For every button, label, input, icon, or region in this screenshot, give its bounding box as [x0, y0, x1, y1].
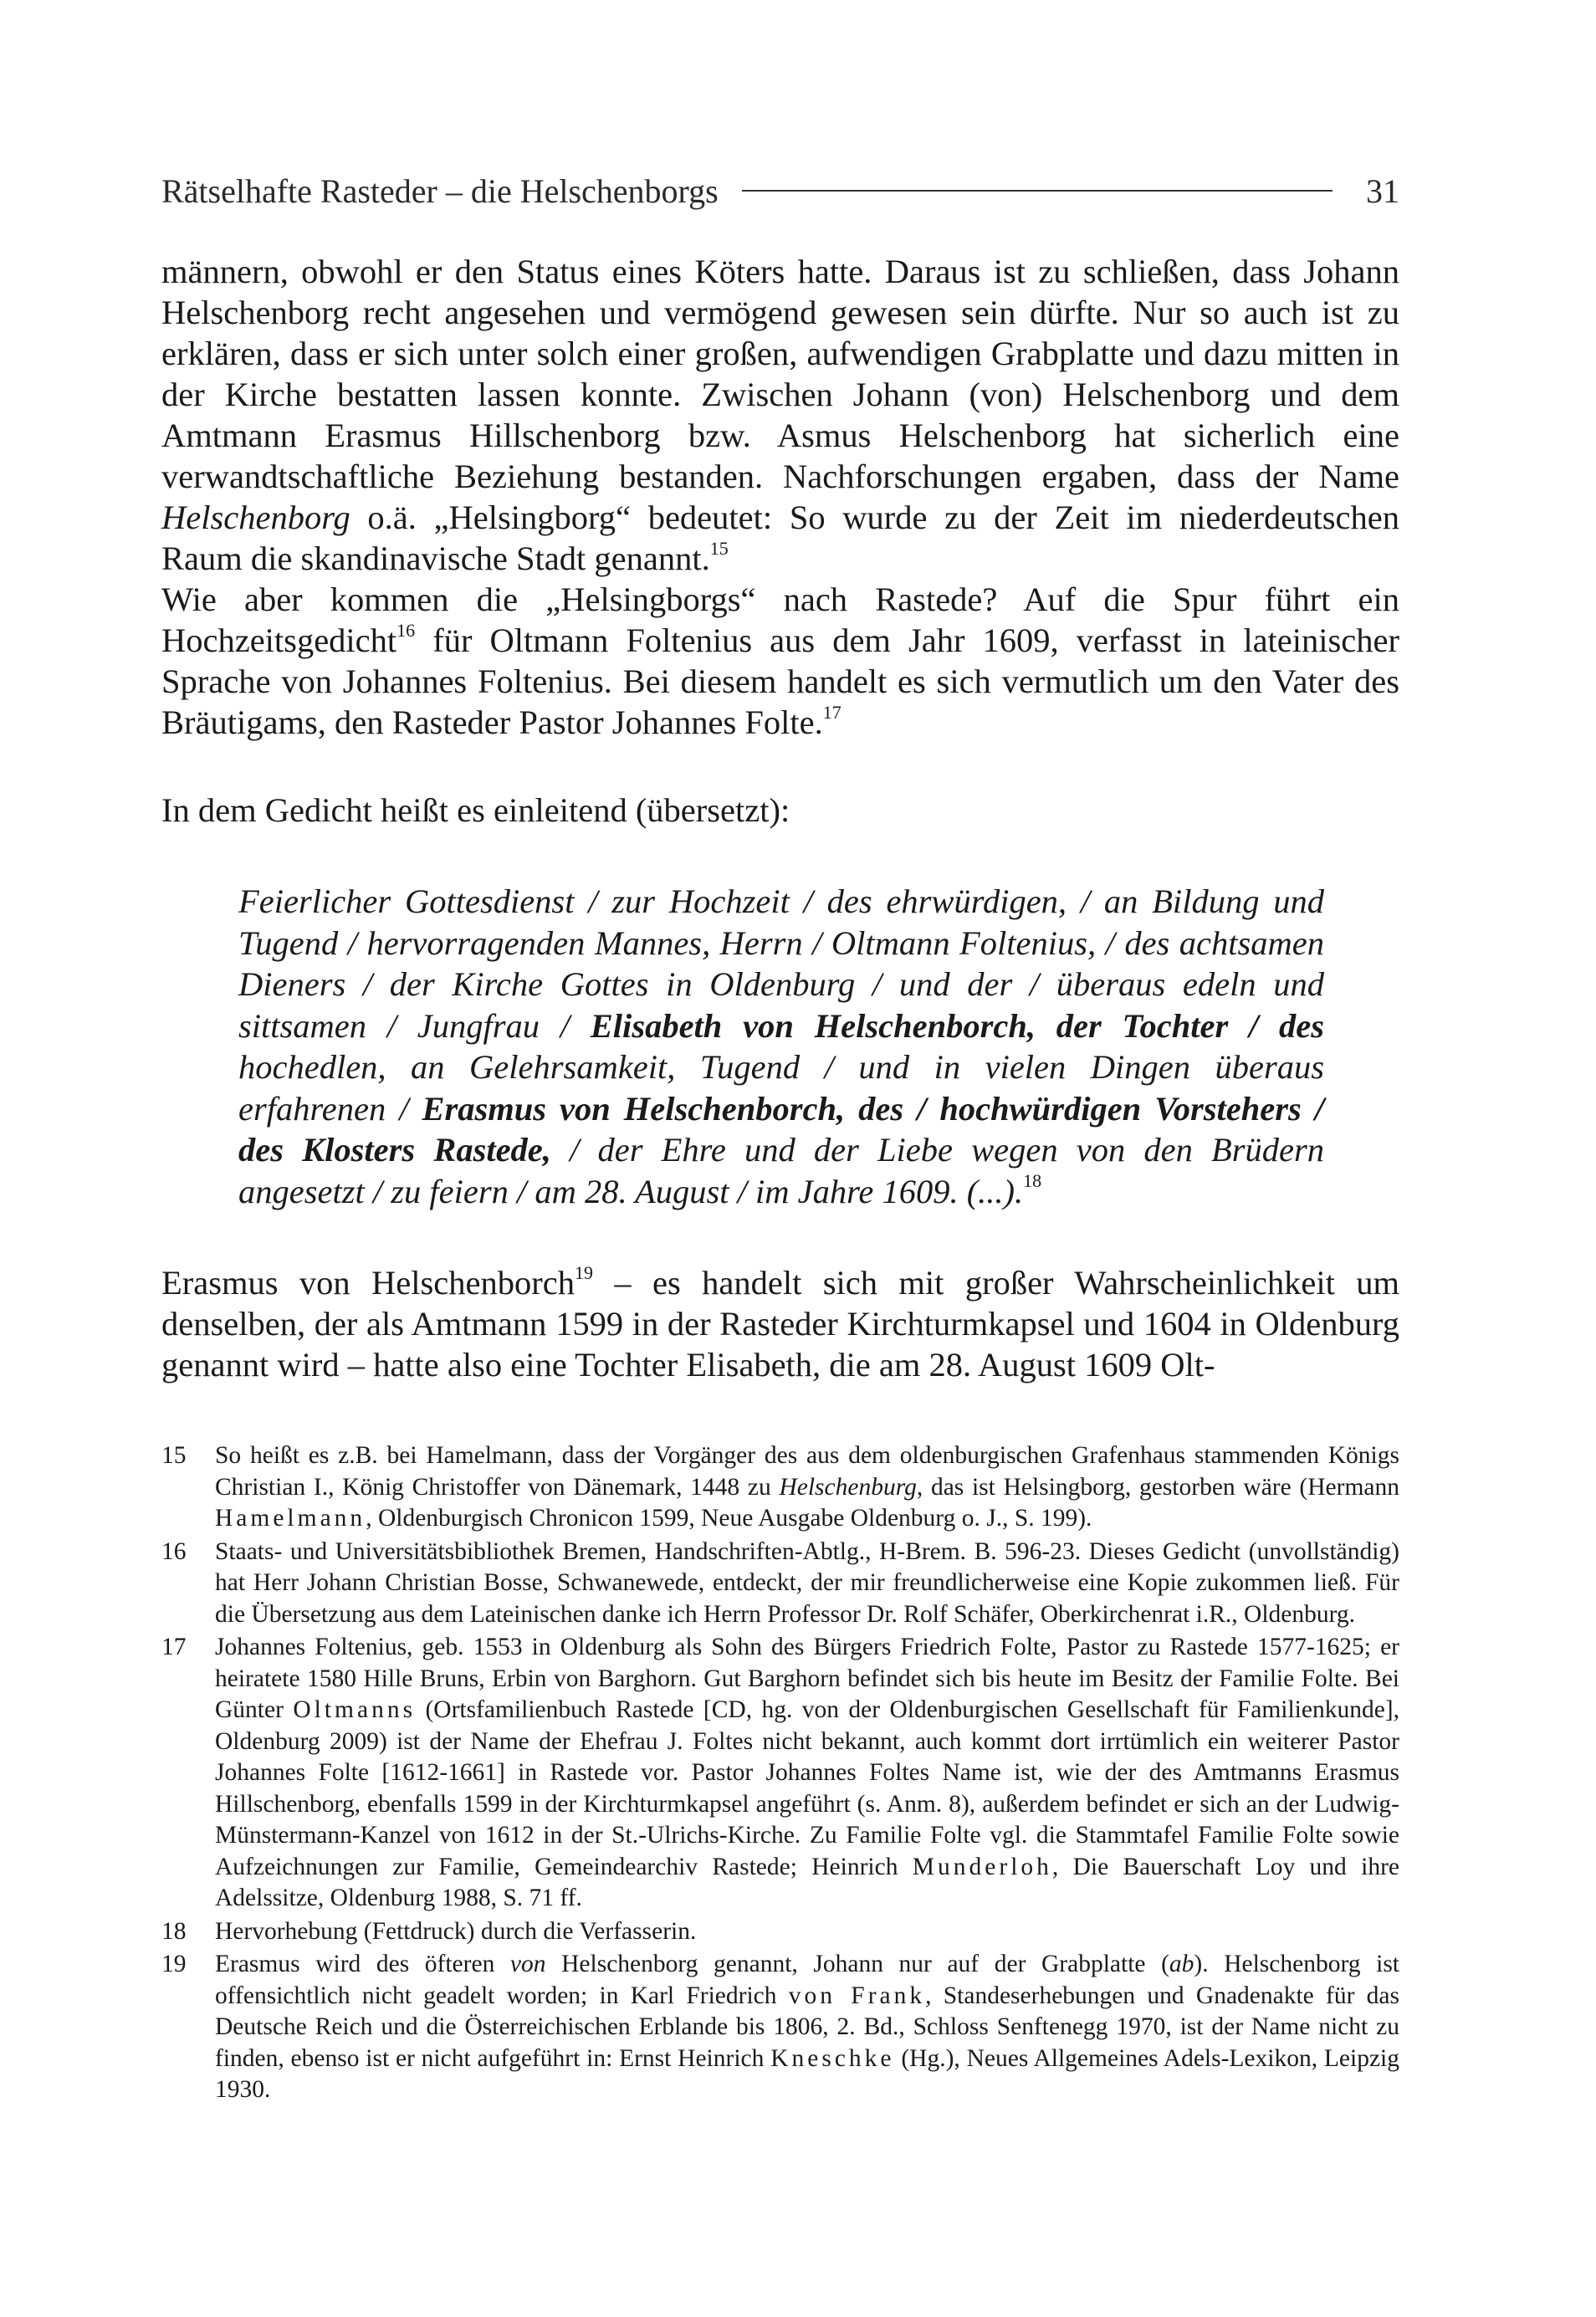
footnote-number: 15 — [161, 1442, 187, 1469]
text-run: Johannes Foltenius, geb. 1553 in Oldenburg als Sohn des Bürgers Friedrich Folte, Pastor zu Rastede 1577-1625; er heiratete 1580 Hille Bruns, Erbin von Barghorn. Gut Barghorn befindet sich bis heute im Besitz der Familie Folte. Bei Günter — [215, 1634, 1399, 1723]
text-run: für Oltmann Foltenius aus dem Jahr 1609, verfasst in lateinischer Sprache von Johannes Foltenius. Bei diesem handelt es sich vermutlich um den Vater des Bräutigams, den Rasteder Pastor Johannes Folte. — [161, 621, 1399, 741]
author-name: von Frank — [788, 1982, 926, 2009]
paragraph-gap — [161, 743, 1399, 790]
italic-term: ab — [1169, 1951, 1194, 1977]
text-run: So heißt es z.B. bei Hamelmann, dass der Vorgänger des aus dem oldenburgischen Grafenhaus stammenden Königs Christian I., König Christoffer von Dänemark, 1448 zu — [215, 1442, 1399, 1501]
author-name: Kneschke — [770, 2044, 895, 2072]
paragraph-4 — [161, 1262, 1399, 1385]
quote-run: Feierlicher Gottesdienst / zur Hochzeit / des ehrwürdigen, / an Bildung und Tugend / hervorragenden Mannes, Herrn / Oltmann Foltenius, / des achtsamen Dieners / der Kirche Gottes in Oldenburg / und der / überaus edeln und sittsamen / Jungfrau / — [238, 882, 1324, 1045]
text-run: Erasmus von Helschenborch — [161, 1264, 575, 1302]
text-run: Helschenborg genannt, Johann nur auf der Grabplatte ( — [545, 1951, 1169, 1977]
text-run: (Ortsfamilienbuch Rastede [CD, hg. von der Oldenburgischen Gesellschaft für Familienkunde], Oldenburg 2009) ist der Name der Ehefrau J. Foltes nicht bekannt, auch kommt dort irrtümlich ein weiterer Pastor Johannes Folte [1612-1661] in Rastede vor. Pastor Johannes Foltes Name ist, wie der des Amtmanns Erasmus Hillschenborg, ebenfalls 1599 in der Kirchturmkapsel angeführt (s. Anm. 8), außerdem befindet er sich an der Ludwig-Münstermann-Kanzel von 1612 in der St.-Ulrichs-Kirche. Zu Familie Folte vgl. die Stammtafel Familie Folte sowie Aufzeichnungen zur Familie, Gemeindearchiv Rastede; Heinrich — [215, 1696, 1399, 1880]
footnote-number: 18 — [161, 1917, 187, 1945]
footnote-18 — [161, 1916, 1399, 1948]
text-run: , Standeserhebungen und Gnadenakte für das Deutsche Reich und die Österreichischen Erblande bis 1806, 2. Bd., Schloss Senftenegg 1970, ist der Name nicht zu finden, ebenso ist er nicht aufgeführt in: Ernst Heinrich — [215, 1982, 1399, 2072]
paragraph-2 — [161, 579, 1399, 743]
running-title: Rätselhafte Rasteder – die Helschenborgs — [161, 171, 719, 210]
footnote-text: Staats- und Universitätsbibliothek Bremen, Handschriften-Abtlg., H-Brem. B. 596-23. Dieses Gedicht (unvollständig) hat Herr Johann Christian Bosse, Schwanewede, entdeckt, der mir freundlicherweise eine Kopie zukommen ließ. Für die Übersetzung aus dem Lateinischen danke ich Herrn Professor Dr. Rolf Schäfer, Oberkirchenrat i.R., Oldenburg. — [215, 1537, 1399, 1628]
header-rule — [742, 190, 1333, 192]
author-name: Munderloh — [912, 1853, 1052, 1880]
paragraph-1 — [161, 251, 1399, 579]
text-run: (Hg.), Neues Allgemeines Adels-Lexikon, Leipzig 1930. — [215, 2044, 1400, 2103]
text-run: – es handelt sich mit großer Wahrscheinlichkeit um denselben, der als Amtmann 1599 in der Rasteder Kirchturmkapsel und 1604 in Oldenburg genannt wird – hatte also eine Tochter Elisabeth, die am 28. August 1609 Olt- — [161, 1264, 1399, 1384]
footnote-number: 16 — [161, 1537, 187, 1565]
page-number: 31 — [1366, 171, 1399, 210]
footnote-number: 19 — [161, 1951, 187, 1977]
footnote-ref-17[interactable]: 17 — [822, 701, 841, 723]
footnotes — [161, 1440, 1399, 2108]
footnote-ref-18[interactable]: 18 — [1023, 1170, 1042, 1191]
footnote-16 — [161, 1537, 1399, 1631]
footnote-text: Hervorhebung (Fettdruck) durch die Verfasserin. — [215, 1917, 697, 1945]
footnote-text — [215, 1949, 1399, 2106]
text-run: o.ä. „Helsingborg“ bedeutet: So wurde zu der Zeit im niederdeutschen Raum die skandinavische Stadt genannt. — [161, 499, 1399, 577]
text-run: Erasmus wird des öfteren — [215, 1951, 510, 1977]
quote-run: / der Ehre und der Liebe wegen von den Brüdern angesetzt / zu feiern / am 28. August / im Jahre 1609. (...). — [238, 1131, 1324, 1210]
footnote-15 — [161, 1440, 1399, 1535]
main-text — [161, 251, 1399, 1385]
italic-term: Helschenborg — [161, 499, 350, 536]
footnote-text — [215, 1632, 1399, 1915]
text-run: , das ist Helsingborg, gestorben wäre (Hermann — [916, 1473, 1400, 1501]
quote-run: hochedlen, an Gelehrsamkeit, Tugend / und in vielen Dingen überaus erfahrenen / — [238, 1048, 1324, 1128]
footnote-text — [215, 1440, 1399, 1535]
footnote-ref-19[interactable]: 19 — [574, 1261, 593, 1283]
italic-term: von — [509, 1951, 546, 1977]
paragraph-3: In dem Gedicht heißt es einleitend (übersetzt): — [161, 791, 790, 829]
text-run: ). Helschenborg ist offensichtlich nicht geadelt worden; in Karl Friedrich — [215, 1951, 1399, 2009]
quote-bold-run: Erasmus von Helschenborch, des / hochwürdigen Vorstehers / des Klosters Rastede, — [238, 1089, 1325, 1169]
running-head — [161, 167, 1399, 214]
quote-bold-run: Elisabeth von Helschenborch, der Tochter / des — [590, 1006, 1324, 1045]
italic-term: Helschenburg — [779, 1473, 917, 1501]
footnote-ref-16[interactable]: 16 — [396, 619, 416, 641]
footnote-ref-15[interactable]: 15 — [709, 537, 729, 559]
text-run: Wie aber kommen die „Helsingborgs“ nach Rastede? Auf die Spur führt ein Hochzeitsgedicht — [161, 581, 1399, 659]
footnote-19 — [161, 1949, 1399, 2106]
footnote-number: 17 — [161, 1634, 187, 1660]
block-quote — [238, 881, 1324, 1212]
text-run: männern, obwohl er den Status eines Köters hatte. Daraus ist zu schließen, dass Johann Helschenborg recht angesehen und vermögend gewesen sein dürfte. Nur so auch ist zu erklären, dass er sich unter solch einer großen, aufwendigen Grabplatte und dazu mitten in der Kirche bestatten lassen konnte. Zwischen Johann (von) Helschenborg und dem Amtmann Erasmus Hillschenborg bzw. Asmus Helschenborg hat sicherlich eine verwandtschaftliche Beziehung bestanden. Nachforschungen ergaben, dass der Name — [161, 253, 1399, 495]
footnote-17 — [161, 1632, 1399, 1915]
text-run: , Die Bauerschaft Loy und ihre Adelssitze, Oldenburg 1988, S. 71 ff. — [215, 1853, 1399, 1911]
text-run: , Oldenburgisch Chronicon 1599, Neue Ausgabe Oldenburg o. J., S. 199). — [366, 1505, 1092, 1532]
author-name: Hamelmann — [215, 1505, 366, 1532]
author-name: Oltmanns — [293, 1696, 417, 1723]
